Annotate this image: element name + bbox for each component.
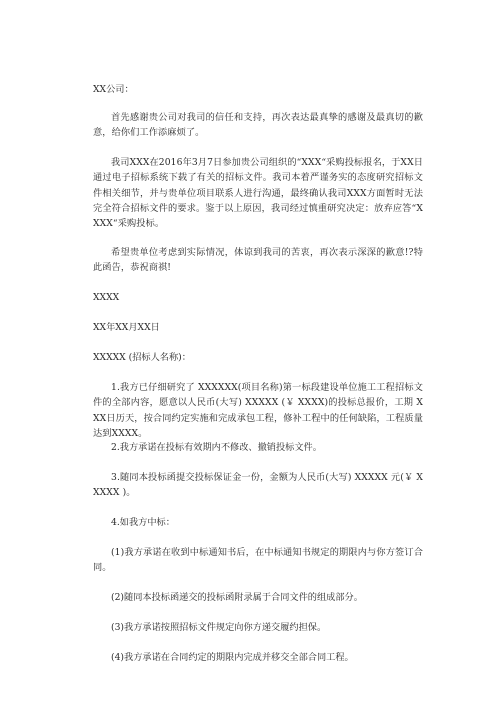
signature: XXXX [93,292,120,303]
paragraph-thanks: 首先感谢贵公司对我司的信任和支持，再次表达最真挚的感谢及最真切的歉意，给你们工作添麻烦了。 [93,112,423,139]
sub-item-1: (1)我方承诺在收到中标通知书后，在中标通知书规定的期限内与你方签订合同。 [93,547,423,574]
paragraph-apology: 希望贵单位考虑到实际情况，体谅到我司的苦衷，再次表示深深的歉意!?特此函告，恭祝商祺! [93,247,423,274]
sub-item-2: (2)随同本投标函递交的投标函附录属于合同文件的组成部分。 [111,592,363,603]
addressee-tenderer: XXXXX (招标人名称)： [93,352,191,363]
item-3: 3.随同本投标函提交投标保证金一份，金额为人民币(大写) XXXXX 元(￥ XXXXX )。 [93,472,423,499]
paragraph-explanation: 我司XXX在2016年3月7日参加贵公司组织的“XXX“采购投标报名，于XX日通过电子招标系统下载了有关的招标文件。我司本着严谨务实的态度研究招标文件相关细节，并与贵单位项目联系人进行沟通，最终确认我司XXX方面暂时无法完全符合招标文件的要求。鉴于以上原因，我司经过慎重研究决定：放弃应答“XXXX“采购投标。 [93,157,424,230]
item-1: 1.我方已仔细研究了 XXXXXX(项目名称)第一标段建设单位施工工程招标文件的全部内容，愿意以人民币(大写) XXXXX (￥ XXXX)的投标总报价，工期 XXX日历天，按合同约定实施和完成承包工程，修补工程中的任何缺陷，工程质量达到XXXX。 [93,382,423,439]
item-4: 4.如我方中标： [111,517,175,528]
salutation: XX公司： [93,84,134,95]
sub-item-4: (4)我方承诺在合同约定的期限内完成并移交全部合同工程。 [111,652,354,663]
item-2: 2.我方承诺在投标有效期内不修改、撤销投标文件。 [111,442,322,453]
date: XX年XX月XX日 [93,322,160,333]
sub-item-3: (3)我方承诺按照招标文件规定向你方递交履约担保。 [111,622,327,633]
